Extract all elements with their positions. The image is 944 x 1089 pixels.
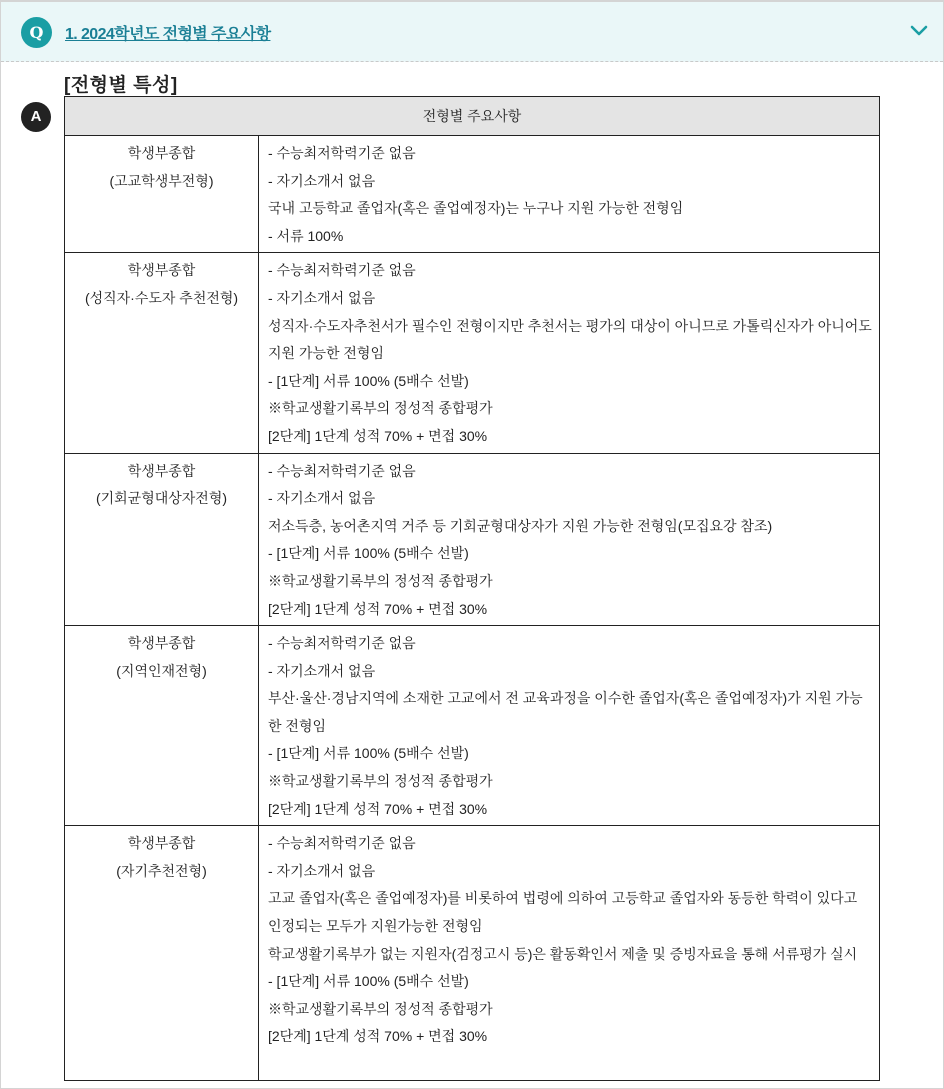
detail-line: [2단계] 1단계 성적 70% + 면접 30% [268,600,488,617]
admission-details-cell [259,453,880,626]
table-header: 전형별 주요사항 [65,97,880,136]
type-name: (성직자·수도자 추천전형) [84,289,239,306]
admission-type-cell [65,626,259,826]
type-category: 학생부종합 [127,145,196,161]
admission-type-cell [65,826,259,1081]
question-badge-icon: Q [21,17,52,48]
detail-line: [2단계] 1단계 성적 70% + 면접 30% [268,427,488,444]
detail-line: - 수능최저학력기준 없음 [268,262,416,279]
question-title-link[interactable]: 1. 2024학년도 전형별 주요사항 [65,26,271,43]
detail-line: 학교생활기록부가 없는 지원자(검정고시 등)은 활동확인서 제출 및 증빙자료을 통해 서류평가 실시 [268,945,858,962]
detail-line: - 수능최저학력기준 없음 [268,635,416,652]
detail-line: - 수능최저학력기준 없음 [268,145,416,161]
detail-line: - [1단계] 서류 100% (5배수 선발) [268,545,469,562]
section-title: [전형별 특성] [64,75,178,96]
detail-line: 국내 고등학교 졸업자(혹은 졸업예정자)는 누구나 지원 가능한 전형임 [268,200,684,217]
type-category: 학생부종합 [127,262,196,279]
admission-type-cell [65,136,259,253]
type-name: (기회균형대상자전형) [95,490,228,507]
type-name: (자기추천전형) [116,862,207,879]
admission-details-cell [259,253,880,453]
admission-details-cell [259,136,880,253]
detail-line: - [1단계] 서류 100% (5배수 선발) [268,745,469,762]
faq-question-header[interactable] [1,2,943,62]
detail-line: - 자기소개서 없음 [268,662,376,679]
detail-line: ※학교생활기록부의 정성적 종합평가 [268,400,493,417]
detail-line: ※학교생활기록부의 정성적 종합평가 [268,572,493,589]
detail-line: ※학교생활기록부의 정성적 종합평가 [268,773,493,790]
detail-line: 저소득층, 농어촌지역 거주 등 기회균형대상자가 지원 가능한 전형임(모집요강 참조) [268,517,773,534]
detail-line: - 수능최저학력기준 없음 [268,462,416,479]
chevron-down-icon[interactable] [909,23,929,39]
detail-line: - 자기소개서 없음 [268,289,376,306]
detail-line: [2단계] 1단계 성적 70% + 면접 30% [268,1028,488,1045]
admission-details-cell [259,826,880,1081]
detail-line: ※학교생활기록부의 정성적 종합평가 [268,1000,493,1017]
detail-line: 성직자·수도자추천서가 필수인 전형이지만 추천서는 평가의 대상이 아니므로 가톨릭신자가 아니어도 지원 가능한 전형임 [268,317,872,362]
detail-line: - 자기소개서 없음 [268,490,376,507]
type-category: 학생부종합 [127,462,196,479]
table-row [65,253,880,453]
admission-type-cell [65,253,259,453]
table-row [65,626,880,826]
detail-line: - 수능최저학력기준 없음 [268,835,416,852]
detail-line: [2단계] 1단계 성적 70% + 면접 30% [268,800,488,817]
answer-badge-icon: A [21,102,51,132]
type-name: (고교학생부전형) [109,172,214,189]
detail-line: - 자기소개서 없음 [268,862,376,879]
detail-line: - 서류 100% [268,227,344,244]
detail-line: 부산·울산·경남지역에 소재한 고교에서 전 교육과정을 이수한 졸업자(혹은 졸업예정자)가 지원 가능한 전형임 [268,690,863,734]
type-name: (지역인재전형) [116,662,207,679]
table-row [65,136,880,253]
table-row [65,453,880,626]
admission-type-cell [65,453,259,626]
admission-details-cell [259,626,880,826]
detail-line: 고교 졸업자(혹은 졸업예정자)를 비롯하여 법령에 의하여 고등학교 졸업자와 동등한 학력이 있다고 인정되는 모두가 지원가능한 전형임 [268,890,858,935]
table-row [65,826,880,1081]
detail-line: - [1단계] 서류 100% (5배수 선발) [268,973,469,990]
type-category: 학생부종합 [127,835,196,852]
detail-line: - 자기소개서 없음 [268,172,376,189]
detail-line: - [1단계] 서류 100% (5배수 선발) [268,372,469,389]
type-category: 학생부종합 [127,635,196,652]
admission-types-table [64,96,880,1081]
